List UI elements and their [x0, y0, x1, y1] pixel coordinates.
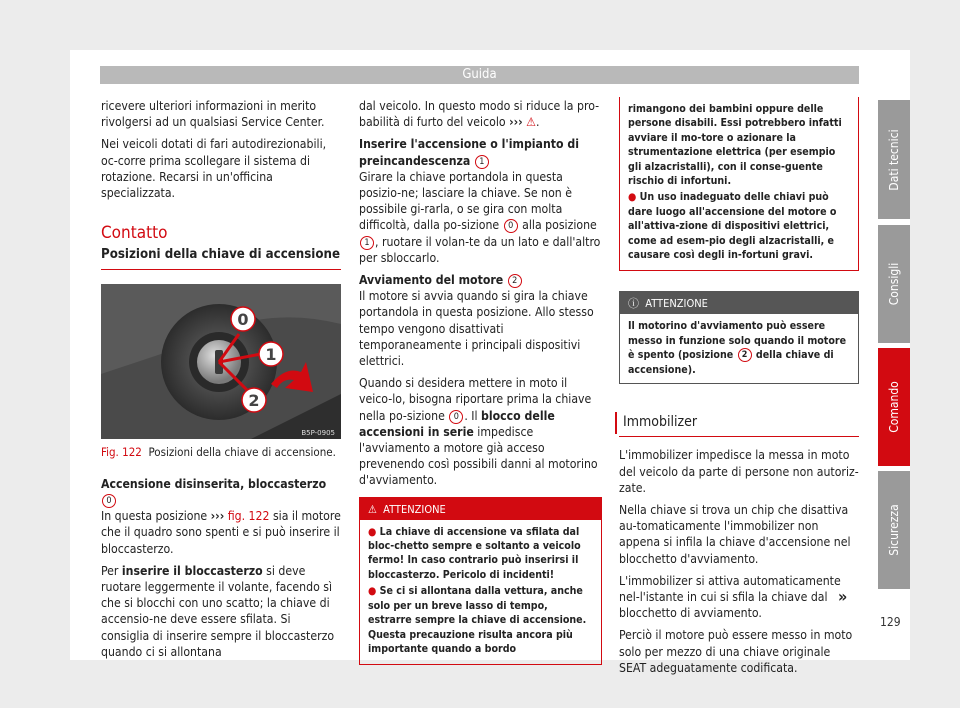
figure-label: Fig. 122 [101, 444, 142, 459]
tab-comando[interactable] [878, 348, 910, 466]
heading-text: Accensione disinserita, bloccasterzo [101, 476, 327, 491]
text: sia il motore che il quadro sono spenti e si può inserire il bloccasterzo. [101, 509, 341, 556]
warning-icon: ⚠ [368, 502, 377, 516]
figure-link[interactable]: fig. 122 [227, 509, 270, 524]
list-item: ● Se ci si allontana dalla vettura, anche solo per un breve lasso di tempo, estrarre sempre la chiave di accensione. Questa precauzione risulta ancora più importante quando a bordo [368, 585, 587, 655]
continue-icon: » [838, 587, 848, 606]
heading-text: Avviamento del motore [359, 273, 504, 288]
attention-body [620, 314, 858, 383]
text: Quando si desidera mettere in moto il veico-lo, bisogna riportare prima la chiave nella po-sizione [359, 376, 592, 423]
tab-label: Sicurezza [887, 504, 901, 556]
text: Girare la chiave portandola in questa posizio-ne; lasciare la chiave. Se non è possibile gi-rarla, o se gira con molta difficoltà, dalla po-sizione [359, 169, 572, 233]
figure-label-1: 1 [265, 344, 277, 364]
list-item-text: Se ci si allontana dalla vettura, anche solo per un breve lasso di tempo, estrarre sempre la chiave di accensione. Questa precauzione risulta ancora più importante quando a bordo [368, 585, 587, 655]
subsection-title: Posizioni della chiave di accensione [101, 247, 341, 269]
paragraph: ricevere ulteriori informazioni in merito rivolgersi ad un qualsiasi Service Center. [101, 99, 325, 130]
position-badge: 0 [102, 494, 116, 508]
heading-text: Inserire l'accensione o l'impianto di preincandescenza [359, 137, 579, 168]
warning-text: rimangono dei bambini oppure delle persone disabili. Essi potrebbero infatti avviare il mo-tore o azionare la strumentazione elettrica (per esempio gli alzacristalli), con il conse-guente rischio di infortuni. [628, 103, 842, 188]
paragraph: Nei veicoli dotati di fari autodirezionabili, oc-corre prima scollegare il sistema di rotazione. Recarsi in un'officina specializzata. [101, 137, 327, 201]
attention-header [620, 292, 858, 314]
column-2 [359, 98, 602, 665]
column-3 [619, 97, 859, 682]
paragraph [101, 563, 341, 660]
warning-body [360, 520, 601, 665]
warning-title: ATTENZIONE [383, 502, 446, 516]
paragraph [359, 136, 602, 266]
bold-text: blocco delle accensioni in serie [359, 408, 555, 439]
caption-text: Posizioni della chiave di accensione. [148, 444, 336, 459]
paragraph: Nella chiave si trova un chip che disattiva au-tomaticamente l'immobilizer non appena si infila la chiave d'accensione nel blocchetto d'avviamento. [619, 502, 851, 566]
text: della chiave di accensione). [628, 349, 834, 376]
warning-icon: ⚠ [526, 115, 536, 130]
text: si deve ruotare leggermente il volante, facendo sì che si blocchi con uno scatto; la chiave di accensio-ne deve essere sfilata. Si consiglia di inserire sempre il bloccasterzo quando ci si allontana [101, 563, 335, 659]
paragraph [101, 476, 341, 557]
warning-header [360, 498, 601, 520]
tab-label: Comando [887, 381, 901, 433]
warning-body [620, 97, 858, 270]
reference-arrows: ››› [509, 115, 523, 130]
position-badge: 0 [504, 219, 518, 233]
position-badge: 2 [738, 348, 752, 362]
text: . Il [464, 408, 478, 423]
position-badge: 2 [508, 274, 522, 288]
position-badge: 0 [449, 410, 463, 424]
figure-label-0: 0 [237, 309, 249, 329]
reference-arrows: ››› [210, 509, 225, 524]
ignition-illustration [101, 284, 341, 439]
section-title: Immobilizer [619, 414, 859, 437]
tab-label: Dati tecnici [887, 128, 901, 191]
text: dal veicolo. In questo modo si riduce la pro-babilità di furto del veicolo [359, 99, 600, 130]
warning-box [359, 497, 602, 666]
figure-label-2: 2 [248, 390, 260, 410]
figure-caption [101, 444, 341, 460]
text: Il motore si avvia quando si gira la chiave portandola in questa posizione. Allo stesso tempo vengono disattivati temporaneamente i principali dispositivi elettrici. [359, 289, 594, 369]
position-badge: 1 [360, 236, 374, 250]
tab-dati-tecnici[interactable] [878, 100, 910, 219]
section-title: Contatto [101, 223, 168, 244]
list-item-text: La chiave di accensione va sfilata dal bloc-chetto sempre e soltanto a veicolo fermo! In caso contrario può inserirsi il bloccasterzo. Pericolo di incidenti! [368, 525, 581, 581]
text: alla posizione [522, 218, 597, 233]
paragraph [359, 375, 602, 488]
tab-consigli[interactable] [878, 225, 910, 343]
figure-code: B5P-0905 [301, 428, 335, 437]
paragraph: L'immobilizer si attiva automaticamente nel-l'istante in cui si sfila la chiave dal blocchetto di avviamento. [619, 573, 841, 621]
ignition-key-figure [101, 284, 341, 439]
info-icon: ⓘ [628, 297, 639, 311]
position-badge: 1 [475, 155, 489, 169]
section-header: Guida [100, 66, 859, 84]
text: Per [101, 563, 119, 578]
text: impedisce l'avviamento a motore già acceso prevenendo così possibili danni al motorino d'avviamento. [359, 424, 598, 488]
paragraph [359, 272, 602, 369]
page-number: 129 [880, 615, 901, 629]
text: In questa posizione [101, 509, 208, 524]
bold-text: inserire il bloccasterzo [121, 563, 263, 578]
paragraph: dal veicolo. In questo modo si riduce la pro-babilità di furto del veicolo ››› ⚠. [359, 99, 600, 130]
list-item: ● La chiave di accensione va sfilata dal bloc-chetto sempre e soltanto a veicolo fermo! In caso contrario può inserirsi il bloccasterzo. Pericolo di incidenti! [368, 525, 581, 581]
tab-sicurezza[interactable] [878, 471, 910, 589]
text: Il motorino d'avviamento può essere messo in funzione solo quando il motore è spento (posizione [628, 320, 847, 362]
attention-title: ATTENZIONE [645, 297, 708, 311]
tab-label: Consigli [887, 262, 901, 306]
text: , ruotare il volan-te da un lato e dall'altro per sbloccarlo. [359, 234, 601, 265]
paragraph: L'immobilizer impedisce la messa in moto del veicolo da parte di persone non autoriz-zate. [619, 448, 859, 495]
warning-box-continued [619, 97, 859, 271]
paragraph: Perciò il motore può essere messo in moto solo per mezzo di una chiave originale SEAT adeguatamente codificata. [619, 628, 853, 675]
attention-box [619, 291, 859, 384]
list-item-text: Un uso inadeguato delle chiavi può dare luogo all'accensione del motore o all'attiva-zione di dispositivi elettrici, come ad esem-pio degli alzacristalli, e causare così degli in-fortuni gravi. [628, 191, 837, 262]
column-1 [101, 98, 341, 666]
list-item: ● Un uso inadeguato delle chiavi può dare luogo all'accensione del motore o all'attiva-zione di dispositivi elettrici, come ad esem-pio degli alzacristalli, e causare così degli in-fortuni gravi. [628, 191, 837, 262]
